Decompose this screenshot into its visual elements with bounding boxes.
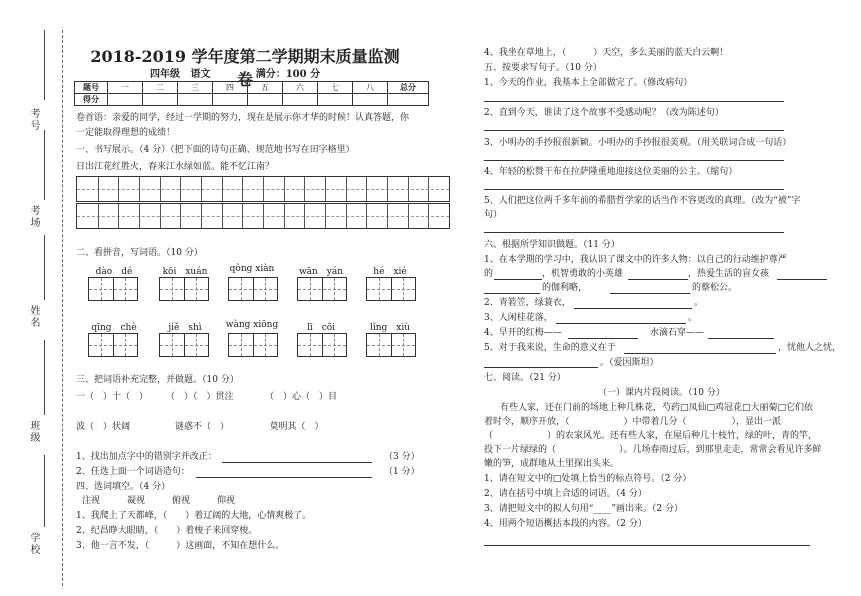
page-title: 2018-2019 学年度第二学期期末质量监测卷 xyxy=(90,47,400,89)
tianzi-box[interactable] xyxy=(297,277,347,301)
knowledge-5b: ，忧他人之忧， xyxy=(778,343,842,353)
reading-question-3: 3、请把短文中的拟人句用“____”画出来。（2 分） xyxy=(484,504,684,514)
knowledge-5a: 5、对于我来说，生命的意义在于 xyxy=(484,343,616,353)
score-table-header-row xyxy=(75,82,429,94)
passage-line-3[interactable]: （ ）的农家风光。还有些人家，在屋后种几十枝竹，绿的叶，青的竿， xyxy=(484,431,818,441)
pinyin-label: qòng xiàn xyxy=(229,264,275,274)
tianzi-box[interactable] xyxy=(366,277,416,301)
poem-text: 日出江花红胜火，春来江水绿如蓝。能不忆江南？ xyxy=(76,162,275,172)
idiom-fill-line-2[interactable]: 波（ ）状阔 谜惑不（ ） 莫明其（ ） xyxy=(76,422,324,432)
answer-line[interactable] xyxy=(708,338,774,339)
tianzi-box[interactable] xyxy=(159,277,209,301)
answer-line[interactable] xyxy=(628,279,688,280)
tianzi-box[interactable] xyxy=(228,333,278,357)
knowledge-1b-a: 的 xyxy=(484,269,494,279)
passage-line-5: 嫩的笋，成群地从土里探出头来。 xyxy=(484,459,620,469)
sentence-task-2: 2、直到今天，谁读了这个故事不受感动呢？（改为陈述句） xyxy=(484,108,724,118)
q4-item-2[interactable]: 2、纪昌睁大眼睛，（ ）着梭子来回穿梭。 xyxy=(76,526,258,536)
score-input-cell[interactable] xyxy=(318,94,353,106)
word-choices: 注视 凝视 俯视 仰视 xyxy=(82,496,236,506)
intro-line-2: 一定能取得理想的成绩！ xyxy=(76,128,176,138)
sentence-task-1: 1、今天的作业，我基本上全部做完了。（修改病句） xyxy=(484,78,693,88)
score-table xyxy=(74,81,429,106)
answer-line[interactable] xyxy=(610,293,690,294)
pinyin-label: wān yán xyxy=(298,267,344,277)
answer-line[interactable] xyxy=(777,279,827,280)
subject-label: 语文 xyxy=(190,69,211,80)
passage-line-2[interactable]: 着时令，顺序开放，（ ）中带着几分（ ），显出一派 xyxy=(484,417,782,427)
answer-line[interactable] xyxy=(484,232,784,233)
score-input-cell[interactable] xyxy=(143,94,178,106)
reading-question-4: 4、用两个短语概括本段的内容。（2 分） xyxy=(484,519,647,529)
binding-dashed-line xyxy=(62,30,63,586)
score-input-cell[interactable] xyxy=(108,94,143,106)
margin-kaochang-label: 考场 xyxy=(28,205,39,229)
intro-line-1: 卷首语：亲爱的同学，经过一学期的努力，现在是展示你才华的时候！认真答题，你 xyxy=(76,113,410,123)
knowledge-3-end: 。 xyxy=(688,313,698,323)
idiom-fill-line-1[interactable]: 一（ ）十（ ） （ ）（ ）贯注 （ ）心（ ）目 xyxy=(76,392,338,402)
knowledge-1c-b: 的蔡松公。 xyxy=(692,283,738,293)
pinyin-label: qīng chè xyxy=(91,323,137,333)
answer-line[interactable] xyxy=(484,130,784,131)
reading-question-1: 1、请在短文中的□处填上恰当的标点符号。（2 分） xyxy=(484,474,692,484)
margin-xuexiao-label: 学校 xyxy=(28,532,39,556)
knowledge-4a: 4、早开的红梅—— xyxy=(484,328,562,338)
tianzi-box[interactable] xyxy=(297,333,347,357)
knowledge-5c: 。（爱因斯坦） xyxy=(600,358,659,368)
answer-line[interactable] xyxy=(494,279,542,280)
score-cell: 七 xyxy=(318,82,353,94)
pinyin-label: jiě shì xyxy=(168,323,202,333)
knowledge-1b-c: ，热爱生活的盲女孩 xyxy=(688,269,770,279)
margin-line-kaohao[interactable] xyxy=(44,30,45,100)
section-2-heading: 二、看拼音，写词语。（10 分） xyxy=(76,248,203,258)
score-cell: 题号 xyxy=(75,82,108,94)
score-input-cell[interactable] xyxy=(178,94,213,106)
score-table-score-row xyxy=(75,94,429,106)
q4-item-4[interactable]: 4、我坐在草地上，（ ）天空，多么美丽的蓝天白云啊！ xyxy=(484,48,729,58)
answer-line[interactable] xyxy=(222,462,372,463)
answer-line[interactable] xyxy=(484,160,784,161)
score-input-cell[interactable] xyxy=(248,94,283,106)
writing-grid-row-2[interactable] xyxy=(76,203,450,229)
margin-line-xingming[interactable] xyxy=(44,235,45,300)
score-cell: 五 xyxy=(248,82,283,94)
score-cell: 得分 xyxy=(75,94,108,106)
margin-banji-label: 班级 xyxy=(28,420,39,444)
margin-line-kaochang[interactable] xyxy=(44,130,45,200)
score-cell: 八 xyxy=(353,82,388,94)
tianzi-box[interactable] xyxy=(228,277,278,301)
score-cell: 总分 xyxy=(388,82,429,94)
q4-item-1[interactable]: 1、我爬上了天都峰，（ ）着辽阔的大地，心情爽极了。 xyxy=(76,511,312,521)
writing-grid-row-1[interactable] xyxy=(76,176,450,202)
sentence-task-5a: 5、人们把这位两千多年前的希腊哲学家的话当作不容更改的真理。（改为“被”字 xyxy=(484,196,801,206)
passage-line-1: 有些人家，还在门前的场地上种几株花，芍药□凤仙□鸡冠花□大丽菊□它们依 xyxy=(500,403,814,413)
pinyin-label: kōi xuán xyxy=(162,267,208,277)
margin-xingming-label: 姓名 xyxy=(28,305,39,329)
q3-sub-2-score: （1 分） xyxy=(384,467,420,477)
answer-line[interactable] xyxy=(484,101,784,102)
margin-line-banji[interactable] xyxy=(44,340,45,415)
sentence-task-3: 3、小明办的手抄报很新颖。小明办的手抄报很美观。（用关联词合成一句话） xyxy=(484,138,792,148)
knowledge-2-end: 。 xyxy=(694,298,704,308)
tianzi-box[interactable] xyxy=(88,333,138,357)
score-input-cell[interactable] xyxy=(213,94,248,106)
section-6-heading: 六、根据所学知识做题。（11 分） xyxy=(484,240,620,250)
score-input-cell[interactable] xyxy=(388,94,429,106)
knowledge-4b: 水滴石穿—— xyxy=(650,328,705,338)
answer-line[interactable] xyxy=(556,323,686,324)
pinyin-label: lǐng xiù xyxy=(369,323,411,333)
knowledge-1c-a: 的伽利略， xyxy=(542,283,588,293)
tianzi-box[interactable] xyxy=(88,277,138,301)
pinyin-label: dào dé xyxy=(95,267,133,277)
grade-label: 四年级 xyxy=(150,69,180,80)
section-3-heading: 三、把词语补充完整，并做题。（10 分） xyxy=(76,375,239,385)
knowledge-1b-b: ，机智勇敢的小英雄 xyxy=(542,269,624,279)
exam-subtitle xyxy=(150,65,320,80)
section-7-heading: 七、阅读。（21 分） xyxy=(484,373,566,383)
passage-line-4[interactable]: 投下一片绿绿的（ ）。几场春雨过后，到那里走走，常常会看见许多鲜 xyxy=(484,445,822,455)
score-cell: 二 xyxy=(143,82,178,94)
q3-sub-2: 2、任选上面一个词语造句： xyxy=(76,467,190,477)
pinyin-label: hé xié xyxy=(373,267,407,277)
answer-line[interactable] xyxy=(484,367,598,368)
sentence-task-5b: 句） xyxy=(484,210,503,220)
section-1-heading: 一、书写展示。（4 分）（把下面的诗句正确、规范地书写在田字格里） xyxy=(76,145,355,155)
section-4-heading: 四、选词填空。（4 分） xyxy=(76,482,171,492)
q4-item-3[interactable]: 3、他一言不发，（ ）这画面，不知在想什么。 xyxy=(76,541,285,551)
q3-sub-1-score: （3 分） xyxy=(384,452,420,462)
answer-line[interactable] xyxy=(484,293,540,294)
margin-kaohao-label: 考号 xyxy=(28,108,39,132)
q3-sub-1: 1、找出加点字中的错别字并改正： xyxy=(76,452,217,462)
knowledge-1a: 1、在本学期的学习中，我认识了课文中的许多人物：以自己的行动维护尊严 xyxy=(484,255,787,265)
answer-line[interactable] xyxy=(484,189,784,190)
score-cell: 三 xyxy=(178,82,213,94)
score-input-cell[interactable] xyxy=(283,94,318,106)
sentence-task-4: 4、年轻的松赞干布在拉萨隆重地迎接这位美丽的公主。（缩句） xyxy=(484,167,738,177)
score-cell: 六 xyxy=(283,82,318,94)
pinyin-label: lī cōi xyxy=(306,323,336,333)
reading-1-heading: （一）课内片段阅读。（10 分） xyxy=(598,388,725,398)
answer-line[interactable] xyxy=(196,477,372,478)
section-5-heading: 五、按要求写句子。（10 分） xyxy=(484,63,602,73)
answer-line[interactable] xyxy=(568,338,638,339)
answer-line[interactable] xyxy=(624,353,776,354)
score-cell: 一 xyxy=(108,82,143,94)
knowledge-2: 2、青箬笠，绿蓑衣， xyxy=(484,298,571,308)
answer-line[interactable] xyxy=(484,545,810,546)
reading-question-2: 2、请在括号中填上合适的词语。（4 分） xyxy=(484,489,647,499)
knowledge-3: 3、人闲桂花落， xyxy=(484,313,553,323)
fullscore-label: 满分：100 分 xyxy=(255,69,321,80)
score-input-cell[interactable] xyxy=(353,94,388,106)
pinyin-label: wàng xiōng xyxy=(225,320,279,330)
score-cell: 四 xyxy=(213,82,248,94)
tianzi-box[interactable] xyxy=(159,333,209,357)
margin-line-xuexiao[interactable] xyxy=(44,455,45,527)
answer-line[interactable] xyxy=(574,308,692,309)
tianzi-box[interactable] xyxy=(366,333,416,357)
